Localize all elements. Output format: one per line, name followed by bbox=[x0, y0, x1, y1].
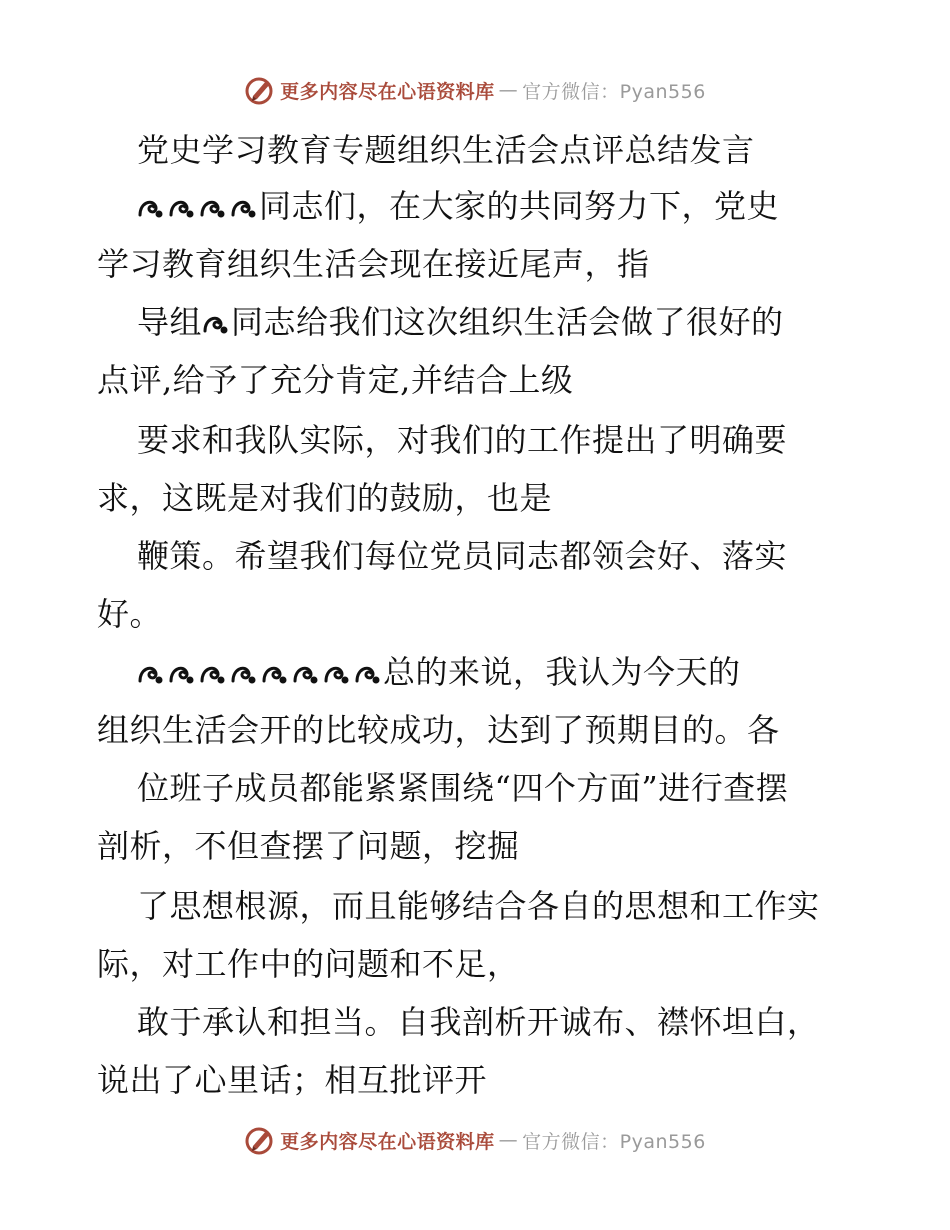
line-text: 同志给我们这次组织生活会做了很好的 bbox=[231, 303, 784, 341]
paragraph-line bbox=[137, 652, 741, 692]
paragraph-line: 了思想根源，而且能够结合各自的思想和工作实 bbox=[137, 887, 820, 925]
banner-separator: — bbox=[498, 1129, 519, 1151]
placeholder-glyph-icon bbox=[137, 195, 165, 221]
placeholder-glyph-icon bbox=[230, 195, 258, 221]
paragraph-line: 鞭策。希望我们每位党员同志都领会好、落实 bbox=[137, 537, 788, 575]
line-text: 同志们，在大家的共同努力下，党史 bbox=[259, 187, 780, 225]
paragraph-line: 际，对工作中的问题和不足， bbox=[97, 945, 520, 983]
paragraph-line: 好。 bbox=[97, 595, 163, 633]
line-text: 总的来说，我认为今天的 bbox=[383, 653, 741, 691]
placeholder-glyph-icon bbox=[137, 661, 165, 687]
banner-inner bbox=[244, 74, 706, 106]
paragraph-line: 求，这既是对我们的鼓励，也是 bbox=[97, 479, 553, 517]
placeholder-glyph-group bbox=[202, 311, 230, 337]
paragraph-line bbox=[137, 186, 779, 226]
banner-wechat: 官方微信：Pyan556 bbox=[522, 80, 706, 103]
placeholder-glyph-icon bbox=[323, 661, 351, 687]
placeholder-glyph-icon bbox=[202, 311, 230, 337]
banner-inner bbox=[244, 1124, 706, 1156]
paragraph-line: 组织生活会开的比较成功，达到了预期目的。各 bbox=[97, 711, 780, 749]
placeholder-glyph-group bbox=[137, 661, 382, 687]
placeholder-glyph-icon bbox=[168, 661, 196, 687]
document-title: 党史学习教育专题组织生活会点评总结发言 bbox=[137, 131, 755, 169]
pen-circle-logo-icon bbox=[244, 1124, 276, 1156]
placeholder-glyph-icon bbox=[292, 661, 320, 687]
footer-banner bbox=[0, 1120, 950, 1160]
header-banner bbox=[0, 70, 950, 110]
line-prefix: 导组 bbox=[137, 303, 203, 341]
placeholder-glyph-icon bbox=[261, 661, 289, 687]
banner-separator: — bbox=[498, 79, 519, 101]
banner-title: 更多内容尽在心语资料库 bbox=[280, 80, 495, 103]
paragraph-line: 点评,给予了充分肯定,并结合上级 bbox=[97, 361, 574, 399]
paragraph-line: 敢于承认和担当。自我剖析开诚布、襟怀坦白， bbox=[137, 1003, 820, 1041]
placeholder-glyph-icon bbox=[230, 661, 258, 687]
paragraph-line: 位班子成员都能紧紧围绕“四个方面”进行查摆 bbox=[137, 769, 789, 807]
paragraph-line: 说出了心里话；相互批评开 bbox=[97, 1061, 488, 1099]
placeholder-glyph-icon bbox=[199, 195, 227, 221]
placeholder-glyph-icon bbox=[199, 661, 227, 687]
paragraph-line bbox=[137, 302, 784, 342]
paragraph-line: 要求和我队实际，对我们的工作提出了明确要 bbox=[137, 421, 788, 459]
banner-wechat: 官方微信：Pyan556 bbox=[522, 1130, 706, 1153]
pen-circle-logo-icon bbox=[244, 74, 276, 106]
placeholder-glyph-icon bbox=[168, 195, 196, 221]
paragraph-line: 学习教育组织生活会现在接近尾声，指 bbox=[97, 245, 650, 283]
placeholder-glyph-group bbox=[137, 195, 258, 221]
placeholder-glyph-icon bbox=[354, 661, 382, 687]
banner-title: 更多内容尽在心语资料库 bbox=[280, 1130, 495, 1153]
paragraph-line: 剖析，不但查摆了问题，挖掘 bbox=[97, 827, 520, 865]
